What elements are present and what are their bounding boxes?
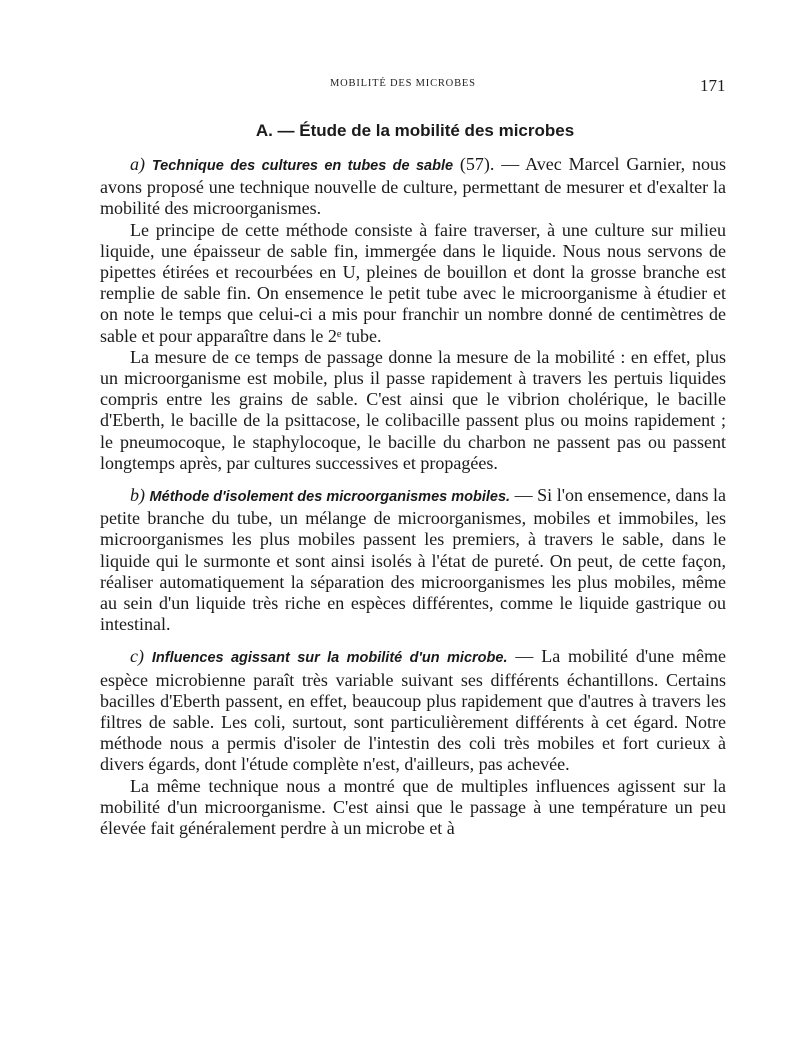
- paragraph-b-heading: Méthode d'isolement des microorganismes mobiles.: [149, 489, 511, 506]
- paragraph-c-heading: Influences agissant sur la mobilité d'un microbe.: [151, 650, 508, 667]
- page-number: 171: [700, 76, 726, 95]
- paragraph-c: [100, 646, 726, 775]
- paragraph-b: [100, 485, 726, 635]
- paragraph-c2: La même technique nous a montré que de multiples influences agissent sur la mobilité d'un microorganisme. C'est ainsi que le passage à une température un peu élevée fait généralement perdre à un microbe et à: [100, 775, 726, 839]
- paragraph-b-text: — Si l'on ensemence, dans la petite branche du tube, un mélange de microorganismes, mobiles et immobiles, les microorganismes les plus mobiles passent les premiers, à travers le sable, dans le liquide qui le surmonte et sont ainsi isolés à l'état de pureté. On peut, de cette façon, réaliser automatiquement la séparation des microorganismes les plus mobiles, même au sein d'un liquide très riche en espèces différentes, comme le liquide gastrique ou intestinal.: [100, 485, 726, 635]
- paragraph-b-letter: b): [130, 485, 145, 506]
- paragraph-a-heading: Technique des cultures en tubes de sable: [151, 158, 454, 174]
- section-title: A. — Étude de la mobilité des microbes: [255, 121, 575, 140]
- running-head: MOBILITÉ DES MICROBES: [330, 78, 476, 89]
- paragraph-a-letter: a): [130, 154, 145, 174]
- paragraph-a-text: (57). — Avec Marcel Garnier, nous avons proposé une technique nouvelle de culture, permettant de mesurer et d'exalter la mobilité des microorganismes.: [100, 154, 726, 219]
- paragraph-c-letter: c): [130, 646, 144, 667]
- paragraph-a2: Le principe de cette méthode consiste à faire traverser, à une culture sur milieu liquide, une épaisseur de sable fin, immergée dans le liquide. Nous nous servons de pipettes étirées et recourbées en U, pleines de bouillon et dont la grosse branche est remplie de sable fin. On ensemence le petit tube avec le microorganisme à étudier et on note le temps que celui-ci a mis pour franchir un nombre donné de centimètres de sable et pour apparaître dans le 2ᵉ tube.: [100, 219, 726, 346]
- paragraph-a: [100, 154, 726, 220]
- paragraph-c-text: — La mobilité d'une même espèce microbienne paraît très variable suivant ses différents échantillons. Certains bacilles d'Eberth passent, en effet, beaucoup plus rapidement que d'autres à travers les filtres de sable. Les coli, surtout, sont particulièrement différents à cet égard. Notre méthode nous a permis d'isoler de l'intestin des coli très mobiles et fort curieux à divers égards, dont l'étude complète n'est, d'ailleurs, pas achevée.: [100, 646, 726, 775]
- paragraph-a3: La mesure de ce temps de passage donne la mesure de la mobilité : en effet, plus un microorganisme est mobile, plus il passe rapidement à travers les pertuis liquides compris entre les grains de sable. C'est ainsi que le vibrion cholérique, le bacille d'Eberth, le bacille de la psittacose, le colibacille passent plus ou moins rapidement ; le pneumocoque, le staphylocoque, le bacille du charbon ne passent pas ou passent longtemps après, par cultures successives et propagées.: [100, 346, 726, 473]
- body-text: [100, 154, 726, 839]
